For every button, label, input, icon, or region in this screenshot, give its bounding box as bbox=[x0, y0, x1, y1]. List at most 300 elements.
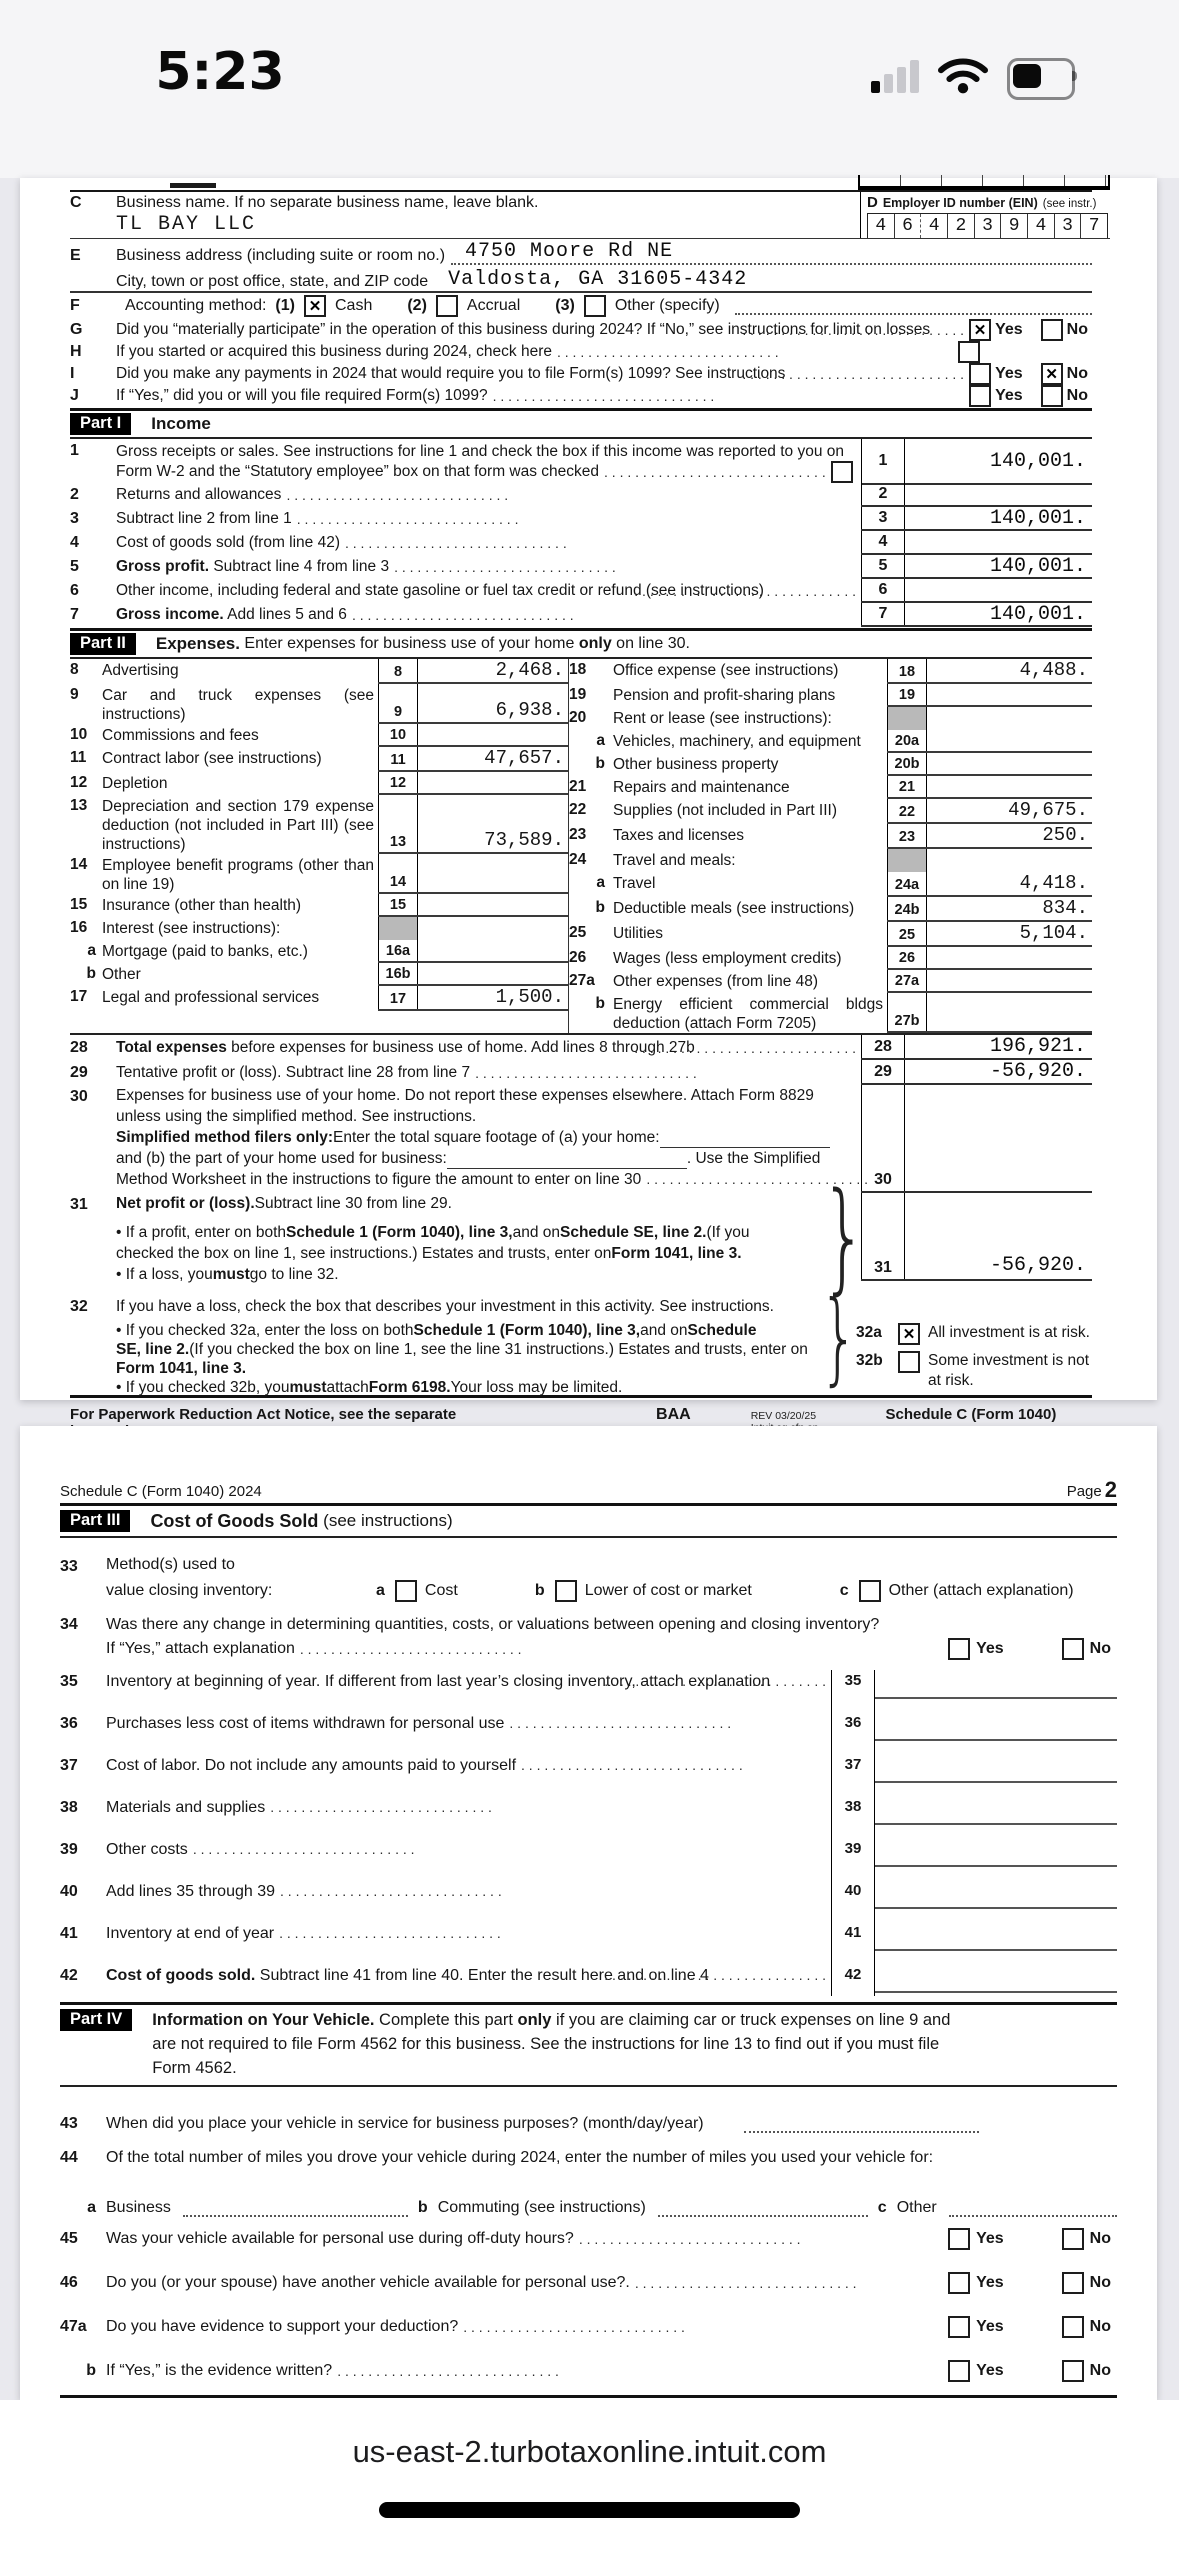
line-28-row bbox=[70, 1033, 1092, 1060]
line-30-text: Expenses for business use of your home. Do not report these expenses elsewhere. Attach Form 8829 bbox=[116, 1087, 814, 1104]
line-44-text: Of the total number of miles you drove your vehicle during 2024, enter the number of miles you used your vehicle for: bbox=[106, 2149, 934, 2166]
line-number: 41 bbox=[60, 1925, 78, 1942]
brace-glyph: } bbox=[819, 1278, 859, 1396]
expense-label: Legal and professional services bbox=[102, 989, 320, 1006]
ein-note: (see instr.) bbox=[1042, 198, 1097, 210]
dot-leader bbox=[470, 1065, 861, 1081]
entry-box-number: 16a bbox=[378, 940, 418, 961]
expense-row bbox=[569, 922, 1092, 947]
amount-value bbox=[418, 744, 568, 745]
part-iv-text: if you are claiming car or truck expenses on line 9 and bbox=[551, 2011, 951, 2029]
line-number: 20 bbox=[569, 709, 587, 726]
line-number: 1 bbox=[70, 442, 79, 459]
other-miles-label: Other bbox=[896, 2199, 937, 2216]
expense-row bbox=[70, 940, 568, 963]
line-4-row bbox=[70, 531, 1092, 555]
question-text: Do you (or your spouse) have another vehicle available for personal use?. bbox=[106, 2274, 630, 2291]
option-letter: c bbox=[839, 1582, 849, 1599]
ein-digit: 4 bbox=[920, 214, 947, 238]
line-31-text: go to line 32. bbox=[249, 1266, 339, 1283]
line-letter: b bbox=[595, 995, 605, 1012]
line-g-row bbox=[70, 319, 1092, 341]
line-6-row bbox=[70, 579, 1092, 603]
line-number: 14 bbox=[70, 856, 88, 873]
line-32-block bbox=[70, 1278, 1092, 1396]
entry-box-number: 18 bbox=[887, 659, 927, 682]
line-47a-row bbox=[60, 2305, 1117, 2349]
dot-leader bbox=[292, 511, 861, 527]
entry-box-number: 21 bbox=[887, 776, 927, 797]
commuting-miles-blank bbox=[658, 2197, 868, 2217]
line-31-bold: must bbox=[212, 1266, 250, 1283]
status-time: 5:23 bbox=[155, 42, 285, 102]
entry-box-number: 6 bbox=[861, 579, 905, 601]
status-bar bbox=[0, 0, 1179, 178]
entry-box-number: 20a bbox=[887, 730, 927, 751]
ein-digit: 3 bbox=[974, 214, 1001, 238]
form-id-label: Schedule C (Form 1040) bbox=[885, 1406, 1057, 1423]
line-32-bold: Schedule 1 (Form 1040), line 3, bbox=[413, 1322, 641, 1339]
line-label-bold: Gross income. bbox=[116, 606, 224, 623]
dot-leader bbox=[629, 1040, 861, 1056]
page-word: Page bbox=[1066, 1483, 1102, 1500]
entry-box-number: 30 bbox=[861, 1085, 905, 1191]
option-number: (2) bbox=[407, 297, 427, 314]
entry-box-number: 23 bbox=[887, 824, 927, 847]
line-30-text: Method Worksheet in the instructions to figure the amount to enter on line 30 bbox=[116, 1171, 642, 1188]
expense-label: Utilities bbox=[613, 925, 663, 942]
amount-cell bbox=[875, 1964, 1117, 1996]
expense-row bbox=[70, 795, 568, 854]
cost-checkbox bbox=[395, 1580, 417, 1602]
ein-digit: 4 bbox=[875, 216, 887, 236]
page-number: 2 bbox=[1104, 1477, 1117, 1502]
dot-leader bbox=[488, 388, 969, 404]
entry-box-number: 24a bbox=[887, 872, 927, 895]
expense-row bbox=[569, 684, 1092, 707]
line-35-row bbox=[60, 1670, 1117, 1712]
line-h-row bbox=[70, 341, 1092, 363]
part-iv-title: Information on Your Vehicle. bbox=[152, 2011, 375, 2029]
amount-value bbox=[418, 960, 568, 961]
cost-label: Cost bbox=[424, 1582, 458, 1599]
amount-value: 6,938. bbox=[495, 699, 564, 721]
yes-label: Yes bbox=[976, 2230, 1004, 2247]
line-30-text: . Use the Simplified bbox=[686, 1150, 821, 1167]
expense-label: Taxes and licenses bbox=[613, 827, 744, 844]
line-32-bullet: • If you checked 32b, you bbox=[116, 1379, 290, 1396]
line-number: 16 bbox=[70, 919, 88, 936]
schedule-c-page-2 bbox=[20, 1426, 1157, 2400]
amount-value: 5,104. bbox=[1019, 922, 1088, 944]
expense-row bbox=[569, 730, 1092, 753]
option-number: (1) bbox=[275, 297, 295, 314]
expense-label: Commissions and fees bbox=[102, 727, 259, 744]
dot-leader bbox=[504, 1712, 831, 1754]
yes-label: Yes bbox=[976, 2318, 1004, 2335]
home-indicator[interactable] bbox=[379, 2502, 800, 2518]
entry-box-number: 15 bbox=[378, 894, 418, 915]
option-letter: a bbox=[376, 1582, 385, 1599]
line-number: 35 bbox=[60, 1673, 78, 1690]
no-label: No bbox=[1089, 1640, 1111, 1657]
business-name-label: Business name. If no separate business name, leave blank. bbox=[116, 194, 539, 211]
entry-box-number: 19 bbox=[887, 684, 927, 705]
cropped-text-fragment bbox=[170, 183, 216, 188]
i-no-checkbox bbox=[1041, 363, 1063, 385]
amount-value: 2,468. bbox=[495, 659, 564, 681]
line-43-row bbox=[60, 2107, 1117, 2133]
amount-value bbox=[927, 967, 1092, 968]
amount-value bbox=[418, 914, 568, 915]
line-letter: I bbox=[70, 365, 75, 382]
line-letter: a bbox=[87, 942, 96, 959]
amount-value: 4,488. bbox=[1019, 659, 1088, 681]
line-number: 4 bbox=[70, 534, 79, 551]
dot-leader bbox=[599, 464, 831, 480]
entry-box-number: 10 bbox=[378, 724, 418, 745]
address-label: Business address (including suite or room no.) bbox=[116, 247, 446, 264]
expense-row bbox=[70, 854, 568, 894]
line-44-row bbox=[60, 2149, 1117, 2167]
line-letter: b bbox=[86, 2362, 96, 2379]
other-method-label: Other (specify) bbox=[614, 297, 720, 314]
entry-box-number: 41 bbox=[831, 1922, 875, 1964]
city-state-zip-row bbox=[70, 265, 1092, 293]
line-32-text: and on bbox=[640, 1322, 688, 1339]
line-31-bullet: • If a loss, you bbox=[116, 1266, 213, 1283]
yes-label: Yes bbox=[995, 365, 1023, 382]
amount-value bbox=[905, 483, 1092, 505]
line-31-bold: Schedule 1 (Form 1040), line 3, bbox=[286, 1224, 513, 1241]
47a-yes-checkbox bbox=[948, 2316, 970, 2338]
line-5-row bbox=[70, 555, 1092, 579]
g-yes-checkbox bbox=[969, 319, 991, 341]
expense-row bbox=[569, 659, 1092, 684]
line-letter: G bbox=[70, 321, 83, 338]
line-number: 18 bbox=[569, 661, 587, 678]
ein-digit: 2 bbox=[947, 214, 974, 238]
option-letter: a bbox=[87, 2199, 96, 2216]
amount-value bbox=[927, 796, 1092, 797]
dot-leader bbox=[516, 1754, 831, 1796]
cash-label: Cash bbox=[334, 297, 373, 314]
amount-value bbox=[927, 773, 1092, 774]
line-label: Inventory at beginning of year. If different from last year’s closing inventory, attach explanation bbox=[106, 1673, 771, 1690]
amount-value bbox=[418, 983, 568, 984]
line-number: 25 bbox=[569, 924, 587, 941]
option-number: (3) bbox=[555, 297, 575, 314]
cellular-signal-icon bbox=[871, 59, 919, 93]
amount-value: 834. bbox=[1042, 897, 1088, 919]
no-label: No bbox=[1089, 2318, 1111, 2335]
47a-no-checkbox bbox=[1062, 2316, 1084, 2338]
entry-box-number: 4 bbox=[861, 531, 905, 553]
amount-value: 47,657. bbox=[484, 747, 564, 769]
line-number: 40 bbox=[60, 1883, 78, 1900]
line-number: 26 bbox=[569, 949, 587, 966]
line-43-text: When did you place your vehicle in service for business purposes? (month/day/year) bbox=[106, 2115, 704, 2132]
entry-box-number: 35 bbox=[831, 1670, 875, 1712]
line-31-bold: Schedule SE, line 2. bbox=[560, 1224, 707, 1241]
revision-stamp: REV 03/20/25 bbox=[750, 1410, 817, 1422]
city-value: Valdosta, GA 31605-4342 bbox=[448, 268, 748, 291]
paperwork-notice: For Paperwork Reduction Act Notice, see the separate bbox=[70, 1406, 457, 1423]
amount-value: -56,920. bbox=[989, 1254, 1086, 1277]
expense-label: Other expenses (from line 48) bbox=[613, 973, 819, 990]
line-letter: a bbox=[596, 874, 605, 891]
accounting-method-label: Accounting method: bbox=[125, 297, 267, 314]
line-letter: b bbox=[86, 965, 96, 982]
url-bar[interactable]: us-east-2.turbotaxonline.intuit.com bbox=[352, 2434, 827, 2469]
expense-row bbox=[569, 897, 1092, 922]
yes-label: Yes bbox=[976, 2362, 1004, 2379]
32a-label: All investment is at risk. bbox=[928, 1324, 1090, 1341]
part-ii-subtitle-bold: only bbox=[578, 635, 612, 652]
entry-box-number: 26 bbox=[887, 947, 927, 968]
amount-value bbox=[418, 792, 568, 793]
line-33-block bbox=[60, 1556, 1117, 1602]
entry-box-number: 40 bbox=[831, 1880, 875, 1922]
option-letter: b bbox=[417, 2199, 428, 2216]
expense-label: Supplies (not included in Part III) bbox=[613, 802, 838, 819]
line-number: 11 bbox=[70, 749, 87, 766]
other-method-checkbox bbox=[584, 295, 606, 317]
line-number: 5 bbox=[70, 558, 79, 575]
yes-label: Yes bbox=[995, 387, 1023, 404]
commuting-label: Commuting (see instructions) bbox=[437, 2199, 646, 2216]
expense-row bbox=[569, 849, 1092, 872]
line-31-text: and on bbox=[512, 1224, 560, 1241]
line-7-row bbox=[70, 603, 1092, 627]
46-no-checkbox bbox=[1062, 2272, 1084, 2294]
line-3-row bbox=[70, 507, 1092, 531]
line-number: 19 bbox=[569, 686, 587, 703]
dot-leader bbox=[188, 1838, 831, 1880]
expense-row bbox=[70, 684, 568, 724]
entry-box-number: 24b bbox=[887, 897, 927, 920]
line-letter: C bbox=[70, 194, 82, 211]
expense-row bbox=[70, 747, 568, 772]
line-number: 31 bbox=[70, 1196, 88, 1213]
dot-leader bbox=[629, 583, 861, 599]
part-iv-bold-only: only bbox=[517, 2011, 552, 2029]
45-yes-checkbox bbox=[948, 2228, 970, 2250]
expense-label: Interest (see instructions): bbox=[102, 920, 281, 937]
battery-icon bbox=[1007, 58, 1079, 94]
expense-row bbox=[569, 872, 1092, 897]
part-ii-header bbox=[70, 628, 1092, 659]
amount-cell bbox=[875, 1880, 1117, 1922]
line-30-text: unless using the simplified method. See instructions. bbox=[116, 1108, 477, 1125]
dot-leader bbox=[737, 366, 969, 382]
line-32-bold: SE, line 2. bbox=[116, 1341, 190, 1358]
brace-glyph: } bbox=[820, 1167, 868, 1307]
line-number: 12 bbox=[70, 774, 88, 791]
line-32-text: (If you checked the box on line 1, see the line 31 instructions.) Estates and trusts, enter on bbox=[189, 1341, 808, 1358]
line-32-bold: Form 1041, line 3. bbox=[116, 1360, 247, 1377]
line-number: 38 bbox=[60, 1799, 78, 1816]
amount-value bbox=[905, 579, 1092, 601]
i-yes-checkbox bbox=[969, 363, 991, 385]
dot-leader bbox=[340, 535, 861, 551]
shaded-cell bbox=[378, 917, 418, 940]
ein-section bbox=[860, 192, 1110, 238]
entry-box-number: 27a bbox=[887, 970, 927, 991]
page-2-header bbox=[60, 1426, 1117, 1500]
line-number: 32b bbox=[856, 1352, 883, 1369]
part-iii-chip: Part III bbox=[60, 1510, 130, 1532]
line-j-row bbox=[70, 385, 1092, 407]
line-45-row bbox=[60, 2217, 1117, 2261]
form-id-label: Schedule C (Form 1040) 2024 bbox=[60, 1483, 262, 1500]
baa-label: BAA bbox=[656, 1406, 691, 1423]
entry-box-number: 7 bbox=[861, 603, 905, 625]
expense-label: Depletion bbox=[102, 775, 168, 792]
line-number: 2 bbox=[70, 486, 79, 503]
line-label-bold: Gross profit. bbox=[116, 558, 210, 575]
vehicle-date-blank bbox=[744, 2113, 979, 2133]
line-number: 8 bbox=[70, 661, 79, 678]
lower-cost-label: Lower of cost or market bbox=[584, 1582, 752, 1599]
expense-row bbox=[569, 753, 1092, 776]
dot-leader bbox=[552, 344, 958, 360]
question-text: Do you have evidence to support your deduction? bbox=[106, 2318, 459, 2335]
dot-leader bbox=[737, 322, 969, 338]
line-31-text: (If you bbox=[706, 1224, 750, 1241]
line-number: 21 bbox=[569, 778, 587, 795]
line-36-row bbox=[60, 1712, 1117, 1754]
expenses-right-column bbox=[569, 659, 1092, 1033]
amount-value: 250. bbox=[1042, 824, 1088, 846]
shaded-cell bbox=[887, 707, 927, 730]
part-ii-subtitle-end: on line 30. bbox=[611, 635, 690, 652]
expense-label: Travel and meals: bbox=[613, 852, 736, 869]
line-number: 6 bbox=[70, 582, 79, 599]
entry-box-number: 12 bbox=[378, 772, 418, 793]
dot-leader bbox=[274, 1922, 831, 1964]
34-yes-checkbox bbox=[948, 1638, 970, 1660]
amount-value bbox=[927, 1030, 1092, 1031]
question-text: Did you “materially participate” in the operation of this business during 2024? If “No,” see instructions for limit on losses bbox=[116, 321, 931, 338]
amount-cell bbox=[875, 1712, 1117, 1754]
wifi-icon bbox=[937, 57, 989, 95]
entry-box-number: 38 bbox=[831, 1796, 875, 1838]
option-letter: c bbox=[877, 2199, 887, 2216]
line-label: Inventory at end of year bbox=[106, 1925, 275, 1942]
line-label: Returns and allowances bbox=[116, 486, 282, 503]
line-label: Other costs bbox=[106, 1841, 188, 1858]
line-number: 37 bbox=[60, 1757, 78, 1774]
line-number: 28 bbox=[70, 1038, 88, 1056]
line-30-text: Enter the total square footage of (a) your home: bbox=[333, 1129, 660, 1146]
entry-box-number: 31 bbox=[861, 1193, 905, 1279]
line-34-block bbox=[60, 1616, 1117, 1660]
line-32-answers bbox=[856, 1297, 1092, 1393]
expense-row bbox=[70, 772, 568, 795]
other-inv-label: Other (attach explanation) bbox=[888, 1582, 1074, 1599]
amount-value: 196,921. bbox=[989, 1035, 1086, 1058]
browser-bottom-bar bbox=[0, 2400, 1179, 2556]
expense-label: Wages (less employment credits) bbox=[613, 950, 842, 967]
47b-yes-checkbox bbox=[948, 2360, 970, 2382]
line-41-row bbox=[60, 1922, 1117, 1964]
accrual-label: Accrual bbox=[466, 297, 521, 314]
line-39-row bbox=[60, 1838, 1117, 1880]
line-31-text: Subtract line 30 from line 29. bbox=[254, 1195, 452, 1212]
line-label: before expenses for business use of home. Add lines 8 through 27b bbox=[226, 1038, 695, 1056]
expenses-table bbox=[70, 659, 1092, 1033]
expenses-left-column bbox=[70, 659, 569, 1033]
cash-checkbox bbox=[304, 295, 326, 317]
line-33-text: value closing inventory: bbox=[106, 1582, 273, 1599]
line-i-row bbox=[70, 363, 1092, 385]
entry-box-number: 2 bbox=[861, 483, 905, 505]
entry-box-number: 20b bbox=[887, 753, 927, 774]
line-label: Subtract line 2 from line 1 bbox=[116, 510, 292, 527]
line-29-row bbox=[70, 1060, 1092, 1085]
part-iv-text: Form 4562. bbox=[152, 2059, 237, 2077]
expense-row bbox=[70, 659, 568, 684]
status-icons bbox=[871, 56, 1079, 96]
line-label: Add lines 35 through 39 bbox=[106, 1883, 276, 1900]
ein-digit: 7 bbox=[1080, 214, 1107, 238]
expense-label: Other business property bbox=[613, 756, 779, 773]
32b-label: Some investment is not bbox=[928, 1352, 1090, 1369]
line-label-bold: Cost of goods sold. bbox=[106, 1967, 256, 1984]
entry-box-number: 36 bbox=[831, 1712, 875, 1754]
dot-leader bbox=[599, 1964, 831, 1996]
expense-label: Deductible meals (see instructions) bbox=[613, 900, 855, 917]
expense-row bbox=[70, 986, 568, 1011]
entry-box-number: 5 bbox=[861, 555, 905, 577]
line-number: 45 bbox=[60, 2230, 78, 2247]
line-label: Cost of labor. Do not include any amounts paid to yourself bbox=[106, 1757, 517, 1774]
yes-label: Yes bbox=[995, 321, 1023, 338]
other-miles-blank bbox=[949, 2197, 1117, 2217]
question-text: If “Yes,” is the evidence written? bbox=[106, 2362, 333, 2379]
amount-value: 140,001. bbox=[989, 506, 1086, 530]
expense-row bbox=[569, 707, 1092, 730]
line-32-bullet: • If you checked 32a, enter the loss on both bbox=[116, 1322, 414, 1339]
line-38-row bbox=[60, 1796, 1117, 1838]
expense-row bbox=[569, 993, 1092, 1033]
dot-leader bbox=[265, 1796, 831, 1838]
expense-label: Office expense (see instructions) bbox=[613, 662, 839, 679]
line-number: 42 bbox=[60, 1967, 78, 1984]
expense-label: Insurance (other than health) bbox=[102, 897, 302, 914]
line-46-row bbox=[60, 2261, 1117, 2305]
line-number: 29 bbox=[70, 1063, 88, 1081]
entry-box-number: 1 bbox=[861, 439, 905, 483]
line-letter: E bbox=[70, 247, 81, 264]
line-number: 39 bbox=[60, 1841, 78, 1858]
expense-row bbox=[569, 970, 1092, 993]
amount-value bbox=[927, 750, 1092, 751]
32b-checkbox bbox=[898, 1351, 920, 1373]
no-label: No bbox=[1089, 2362, 1111, 2379]
line-32-bold: Form 6198. bbox=[368, 1379, 451, 1396]
expense-label: Travel bbox=[613, 875, 656, 892]
dot-leader bbox=[275, 1880, 831, 1922]
line-letter: b bbox=[595, 899, 605, 916]
line-31-bold: Net profit or (loss). bbox=[116, 1195, 255, 1212]
accrual-checkbox bbox=[436, 295, 458, 317]
dot-leader bbox=[281, 487, 861, 503]
business-miles-label: Business bbox=[106, 2199, 171, 2216]
yes-label: Yes bbox=[976, 1640, 1004, 1657]
entry-box-number: 27b bbox=[887, 993, 927, 1031]
